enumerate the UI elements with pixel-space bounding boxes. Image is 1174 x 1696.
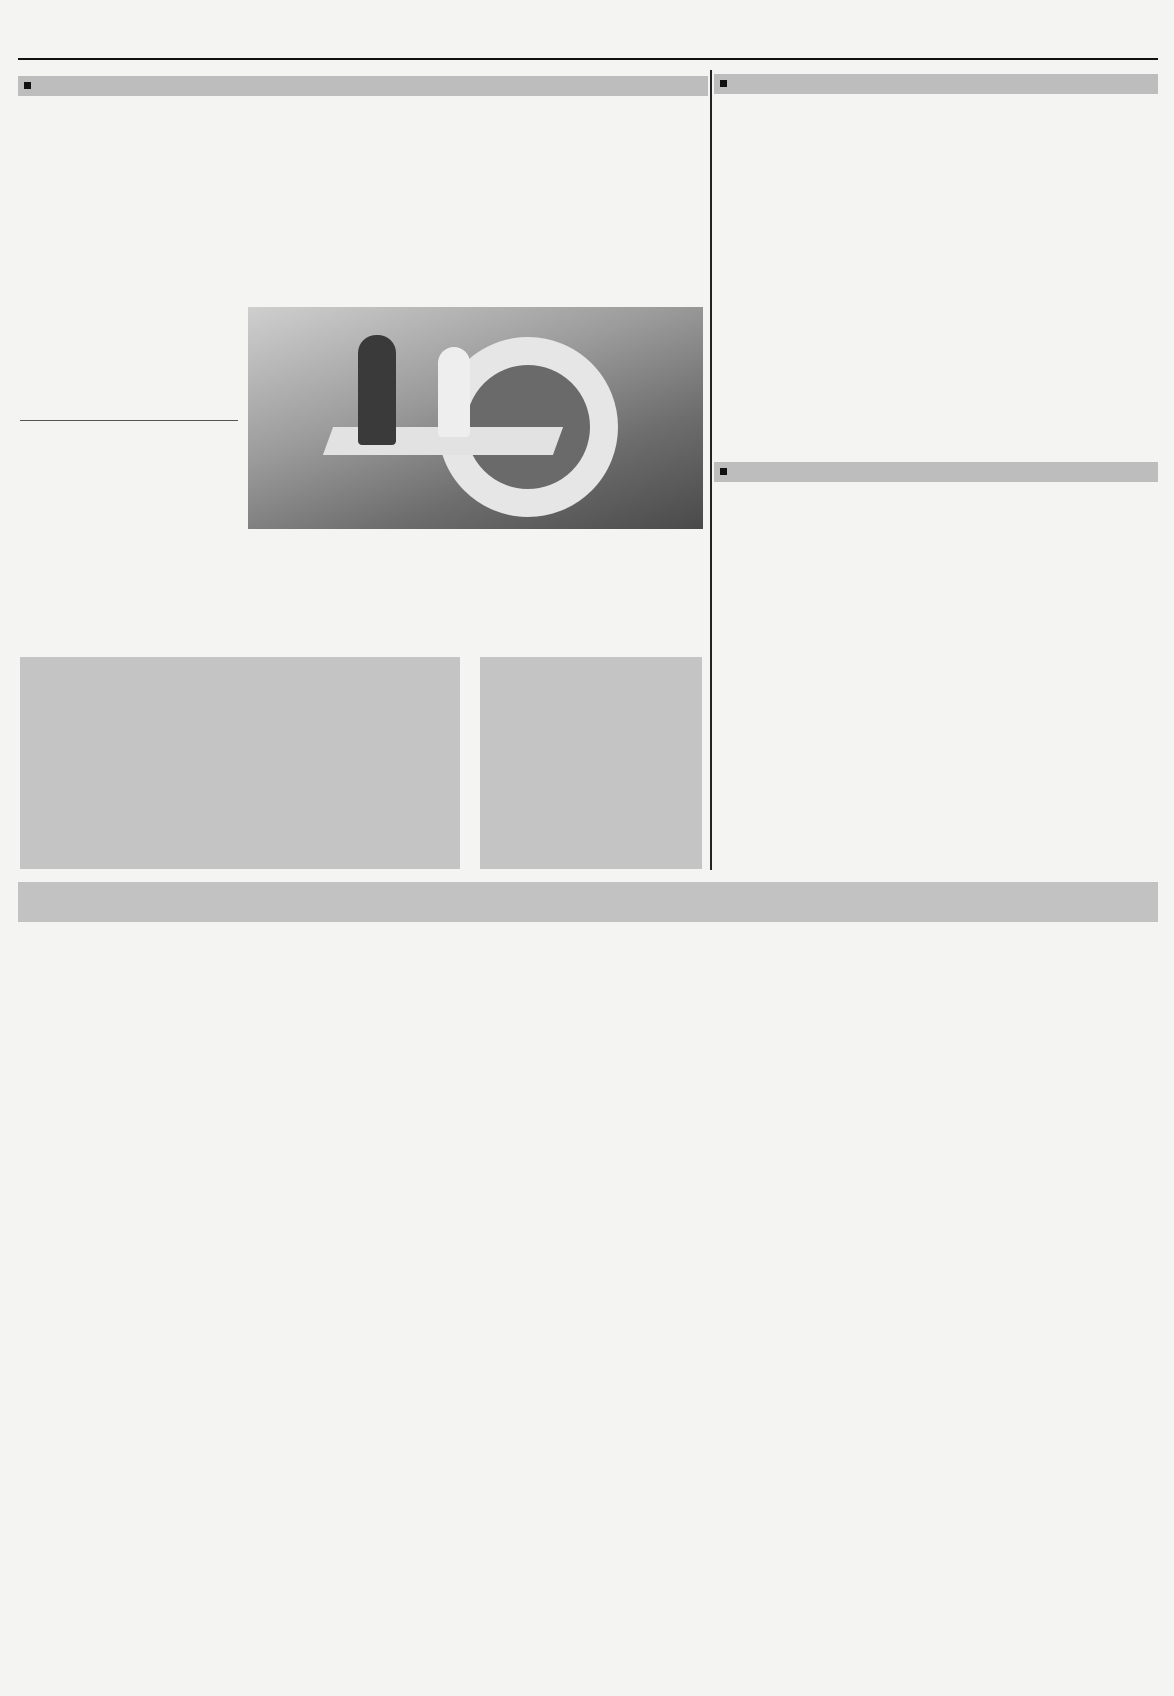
column-divider [710,70,712,870]
info-box-reference [20,657,460,869]
info-box-by-the-way [480,657,702,869]
page-header [18,30,1158,60]
article-photo [248,307,703,529]
pension-author [728,204,933,207]
article-author [20,420,238,424]
rubric-education [714,462,1158,482]
rubric-health [18,76,708,96]
tv-header-bar [18,882,1158,922]
rubric-actual [714,74,1158,94]
